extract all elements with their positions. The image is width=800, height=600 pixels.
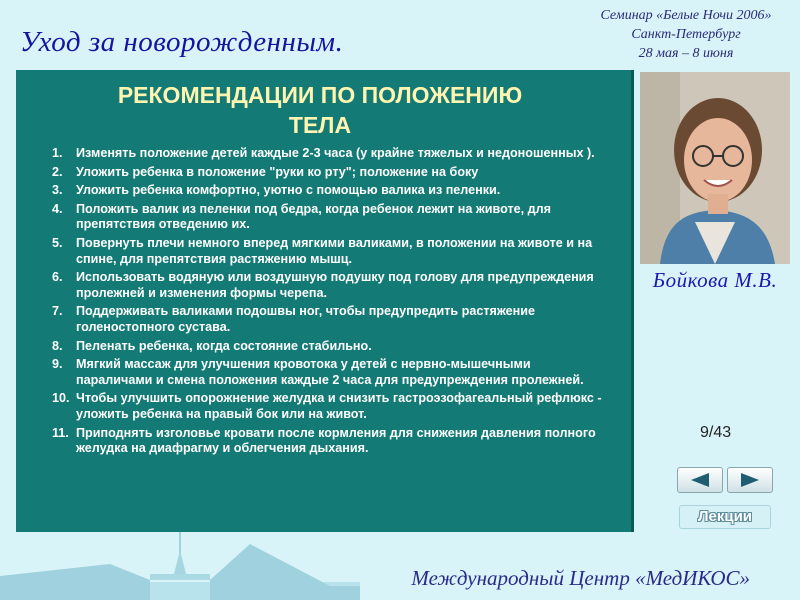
recommendation-list bbox=[52, 146, 602, 460]
list-item bbox=[52, 202, 602, 233]
item-number: 10. bbox=[52, 391, 70, 406]
seminar-info bbox=[586, 6, 786, 63]
list-item bbox=[52, 426, 602, 457]
triangle-left-icon bbox=[689, 472, 711, 488]
list-item bbox=[52, 270, 602, 301]
item-number: 7. bbox=[52, 304, 63, 319]
author-photo bbox=[640, 72, 790, 264]
triangle-right-icon bbox=[739, 472, 761, 488]
seminar-city: Санкт-Петербург bbox=[631, 27, 741, 42]
item-text: Повернуть плечи немного вперед мягкими валиками, в положении на животе и на спине, для препятствия растяжению мышц. bbox=[76, 235, 593, 266]
item-text: Положить валик из пеленки под бедра, когда ребенок лежит на животе, для препятствия отведению их. bbox=[76, 201, 551, 232]
content-panel bbox=[16, 70, 634, 532]
list-item bbox=[52, 236, 602, 267]
portrait-image bbox=[640, 72, 790, 264]
item-number: 2. bbox=[52, 164, 63, 179]
next-slide-button[interactable] bbox=[727, 467, 773, 493]
item-text: Изменять положение детей каждые 2-3 часа (у крайне тяжелых и недоношенных ). bbox=[76, 146, 595, 160]
panel-heading-line-2: ТЕЛА bbox=[288, 112, 352, 138]
lectures-button[interactable]: Лекции bbox=[679, 505, 771, 529]
item-text: Пеленать ребенка, когда состояние стабильно. bbox=[76, 338, 372, 353]
panel-heading-line-1: РЕКОМЕНДАЦИИ ПО ПОЛОЖЕНИЮ bbox=[117, 82, 523, 108]
item-number: 9. bbox=[52, 357, 63, 372]
list-item bbox=[52, 304, 602, 335]
item-number: 8. bbox=[52, 338, 63, 353]
item-number: 6. bbox=[52, 270, 63, 285]
list-item bbox=[52, 165, 602, 181]
item-text: Приподнять изголовье кровати после кормления для снижения давления полного желудка на диафрагму и облегчения дыхания. bbox=[76, 425, 596, 456]
item-text: Уложить ребенка в положение "руки ко рту"; положение на боку bbox=[76, 164, 479, 179]
list-item bbox=[52, 357, 602, 388]
panel-heading bbox=[16, 80, 624, 140]
bridge-silhouette-icon bbox=[0, 530, 360, 600]
item-text: Поддерживать валиками подошвы ног, чтобы предупредить растяжение голеностопного сустава. bbox=[76, 304, 535, 334]
seminar-dates: 28 мая – 8 июня bbox=[638, 46, 734, 61]
seminar-name: Семинар «Белые Ночи 2006» bbox=[600, 8, 772, 23]
item-number: 11. bbox=[52, 425, 69, 440]
item-number: 5. bbox=[52, 235, 63, 250]
item-number: 1. bbox=[52, 146, 63, 160]
list-item bbox=[52, 183, 602, 199]
organization-name: Международный Центр «МедИКОС» bbox=[411, 566, 750, 590]
item-text: Чтобы улучшить опорожнение желудка и снизить гастроэзофагеальный рефлюкс - уложить ребенка на правый бок или на живот. bbox=[76, 391, 602, 421]
page-title: Уход за новорожденным. bbox=[20, 26, 344, 58]
item-number: 3. bbox=[52, 183, 63, 198]
list-item bbox=[52, 146, 602, 162]
author-name: Бойкова М.В. bbox=[652, 268, 778, 292]
item-number: 4. bbox=[52, 201, 63, 216]
list-item bbox=[52, 391, 602, 422]
list-item bbox=[52, 339, 602, 355]
prev-slide-button[interactable] bbox=[677, 467, 723, 493]
item-text: Использовать водяную или воздушную подушку под голову для предупреждения пролежней и изменения формы черепа. bbox=[76, 270, 594, 300]
item-text: Уложить ребенка комфортно, уютно с помощью валика из пеленки. bbox=[76, 183, 501, 198]
slide-counter: 9/43 bbox=[700, 424, 732, 441]
item-text: Мягкий массаж для улучшения кровотока у детей с нервно-мышечными параличами и смена положения каждые 2 часа для предупреждения пролежней. bbox=[76, 357, 584, 387]
